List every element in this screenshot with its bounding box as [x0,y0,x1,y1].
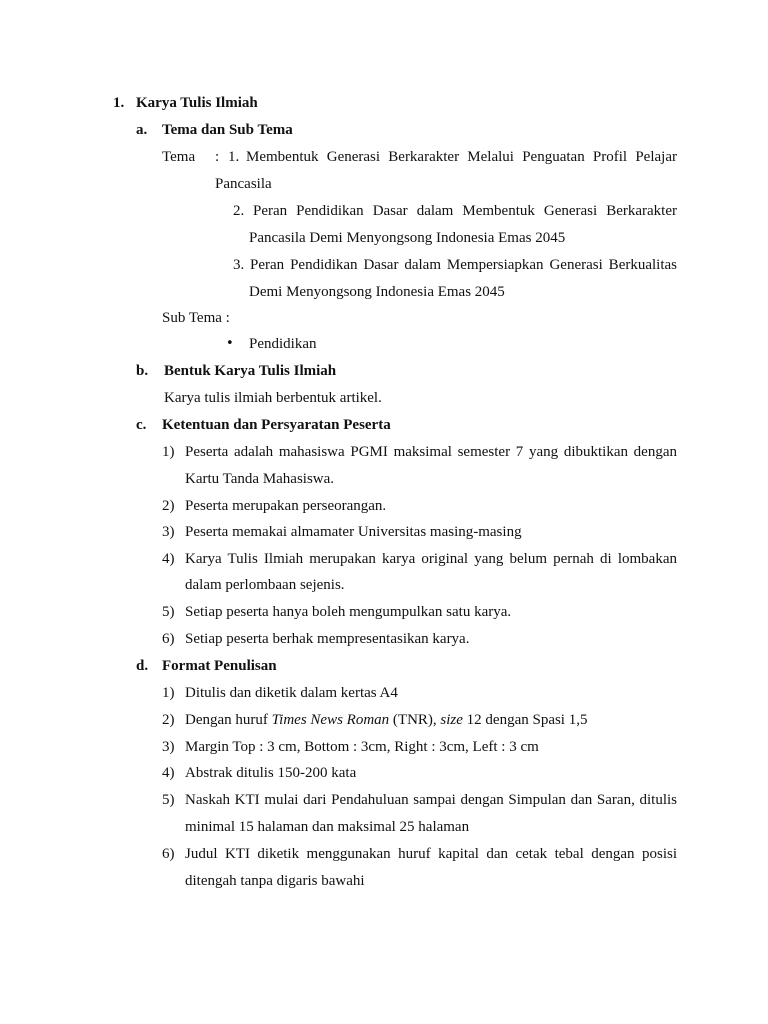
list-item-number: 3) [162,524,175,540]
subsection-title-c: Ketentuan dan Persyaratan Peserta [162,417,391,433]
subsection-letter-d: d. [136,658,149,674]
list-item-text-continued: minimal 15 halaman dan maksimal 25 halaman [185,819,470,835]
list-item-text: Setiap peserta hanya boleh mengumpulkan satu karya. [185,604,512,620]
list-item-text-continued: Kartu Tanda Mahasiswa. [185,471,335,487]
list-item-text [185,711,587,729]
list-item-text: Naskah KTI mulai dari Pendahuluan sampai dengan Simpulan dan Saran, ditulis [185,792,677,808]
list-item-text: Judul KTI diketik menggunakan huruf kapital dan cetak tebal dengan posisi [185,846,677,862]
list-item-text: Ditulis dan diketik dalam kertas A4 [185,685,398,701]
tema-item-text-continued: Pancasila Demi Menyongsong Indonesia Emas 2045 [249,230,566,246]
list-item-text-continued: ditengah tanpa digaris bawahi [185,873,365,889]
list-item-number: 5) [162,792,175,808]
list-item-number: 2) [162,712,175,728]
tema-item-number: 1. [228,149,240,165]
subtema-item: Pendidikan [249,336,317,352]
text-run: (TNR), [389,712,441,728]
subsection-body-b: Karya tulis ilmiah berbentuk artikel. [164,390,382,406]
tema-item-text: Membentuk Generasi Berkarakter Melalui Penguatan Profil Pelajar [246,149,677,165]
list-item-number: 6) [162,846,175,862]
list-item-number: 6) [162,631,175,647]
list-item-text: Karya Tulis Ilmiah merupakan karya original yang belum pernah di lombakan [185,551,677,567]
list-item-text: Margin Top : 3 cm, Bottom : 3cm, Right : 3cm, Left : 3 cm [185,739,539,755]
list-item-number: 4) [162,551,175,567]
subsection-letter-a: a. [136,122,148,138]
list-item-text-continued: dalam perlombaan sejenis. [185,577,345,593]
bullet-icon: • [226,336,234,351]
subsection-letter-b: b. [136,363,149,379]
tema-colon: : [215,149,220,165]
font-name-italic: Times News Roman [271,712,390,728]
list-item-number: 2) [162,498,175,514]
tema-item-number: 2. [233,203,245,219]
list-item-text: Peserta adalah mahasiswa PGMI maksimal semester 7 yang dibuktikan dengan [185,444,677,460]
subsection-title-d: Format Penulisan [162,658,277,674]
section-number: 1. [113,95,125,111]
subsection-title-a: Tema dan Sub Tema [162,122,293,138]
section-title: Karya Tulis Ilmiah [136,95,258,111]
subsection-letter-c: c. [136,417,147,433]
tema-label: Tema [162,149,196,165]
text-run: 12 dengan Spasi 1,5 [462,712,588,728]
list-item-text: Peserta merupakan perseorangan. [185,498,387,514]
list-item-number: 4) [162,765,175,781]
tema-item-text-continued: Demi Menyongsong Indonesia Emas 2045 [249,284,505,300]
tema-item-text: Peran Pendidikan Dasar dalam Mempersiapkan Generasi Berkualitas [250,257,677,273]
list-item-text: Setiap peserta berhak mempresentasikan karya. [185,631,470,647]
tema-item-text-continued: Pancasila [215,176,272,192]
size-italic: size [440,712,463,728]
list-item-number: 3) [162,739,175,755]
list-item-number: 1) [162,685,175,701]
subtema-label: Sub Tema : [162,310,230,326]
text-run: Dengan huruf [185,712,272,728]
list-item-text: Peserta memakai almamater Universitas masing-masing [185,524,522,540]
tema-item-text: Peran Pendidikan Dasar dalam Membentuk Generasi Berkarakter [253,203,677,219]
list-item-number: 1) [162,444,175,460]
list-item-number: 5) [162,604,175,620]
subsection-title-b: Bentuk Karya Tulis Ilmiah [164,363,337,379]
tema-item-number: 3. [233,257,245,273]
list-item-text: Abstrak ditulis 150-200 kata [185,765,357,781]
